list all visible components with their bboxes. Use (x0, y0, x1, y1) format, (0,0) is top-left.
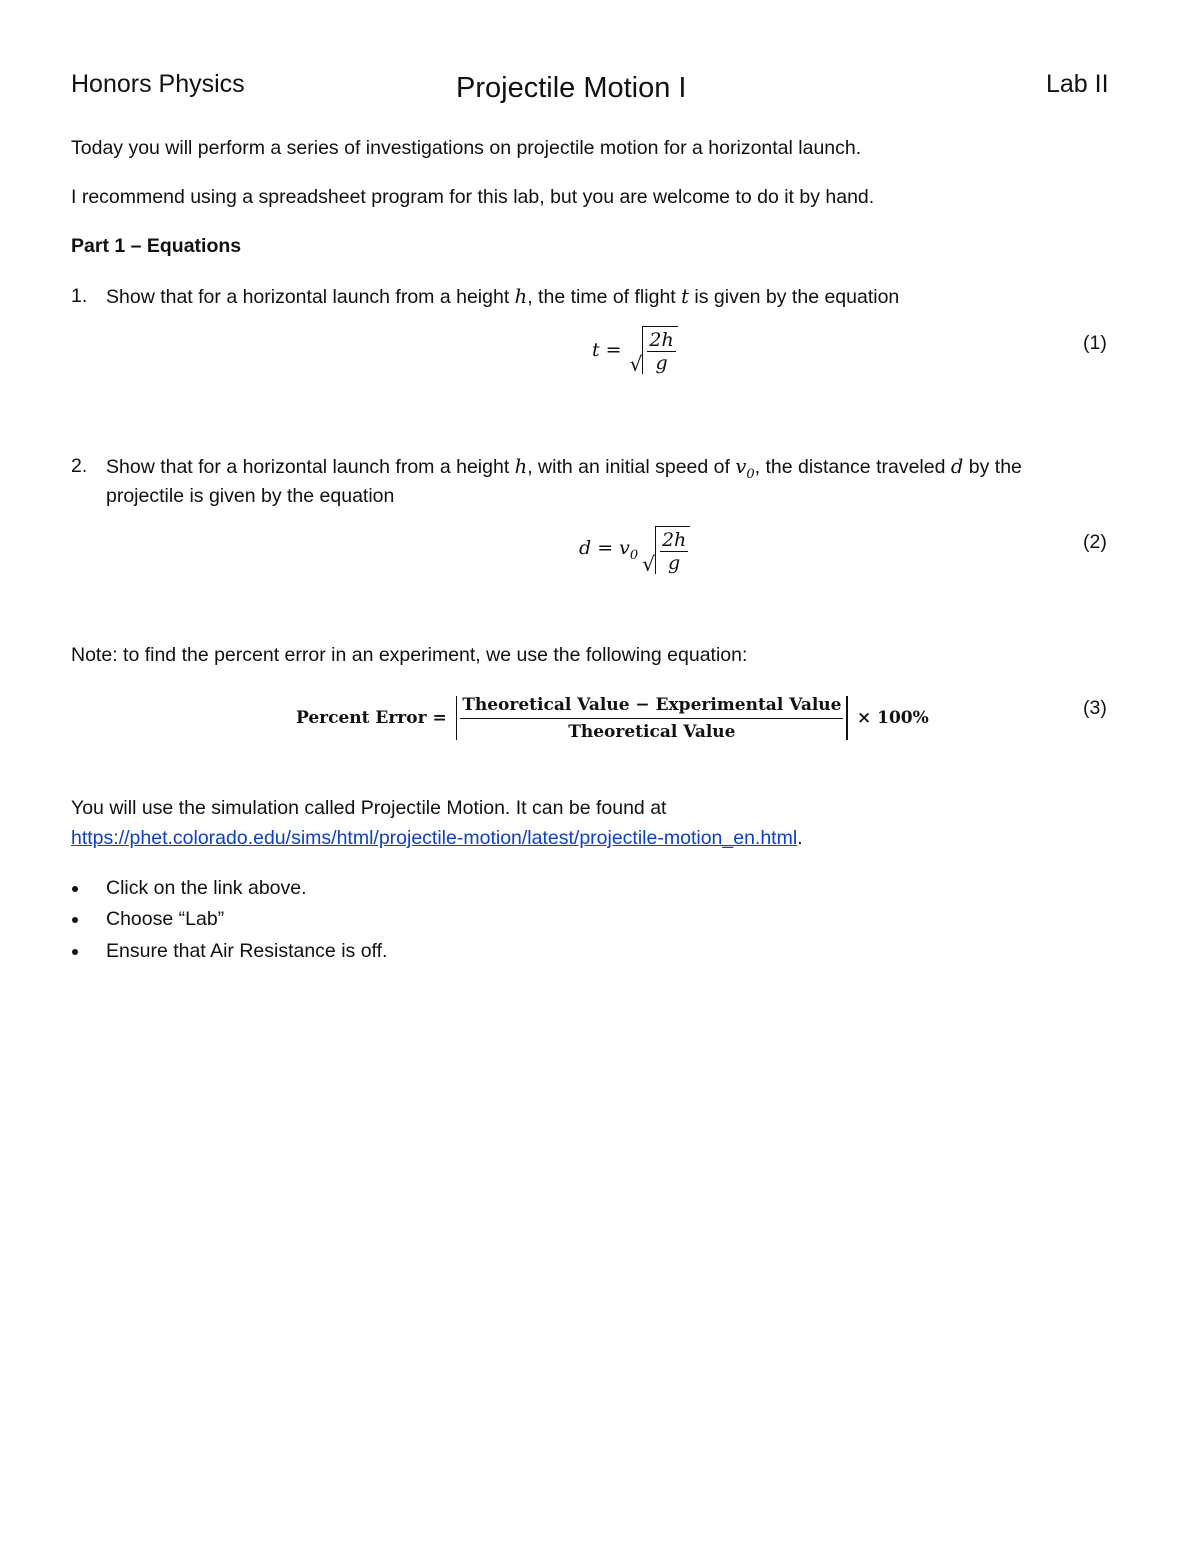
question-2-text (106, 455, 1022, 482)
bullet-icon (72, 886, 78, 892)
simulation-text: You will use the simulation called Projectile Motion. It can be found at (71, 797, 667, 819)
eq1-fraction (647, 329, 675, 374)
radical-icon: √ (629, 352, 643, 376)
q2-var-h: h (514, 455, 528, 478)
eq2-lhs (579, 537, 638, 563)
q1-text-c: is given by the equation (688, 286, 900, 308)
abs-bar-right (846, 696, 848, 740)
q1-text-b: , the time of flight (527, 286, 682, 308)
eq1-lhs: t = (592, 339, 622, 361)
simulation-link[interactable]: https://phet.colorado.edu/sims/html/projectile-motion/latest/projectile-motion_en.html (71, 827, 798, 849)
eq2-lhs-sub: 0 (629, 547, 639, 563)
bullet-icon (72, 917, 78, 923)
q2-var-d: d (950, 455, 964, 478)
lab-number: Lab II (1046, 70, 1109, 98)
eq2-denominator: g (668, 552, 681, 574)
equation-3 (296, 690, 929, 746)
question-2-line-2: projectile is given by the equation (106, 485, 395, 507)
document-title: Projectile Motion I (456, 72, 687, 104)
question-1-number: 1. (71, 285, 88, 307)
q2-text-a: Show that for a horizontal launch from a height (106, 456, 515, 478)
eq2-sqrt (642, 526, 690, 574)
equation-3-label: (3) (1083, 697, 1107, 719)
eq2-fraction (660, 529, 688, 574)
eq1-numerator: 2h (649, 329, 674, 351)
eq2-lhs-text: d = v (579, 537, 630, 560)
part1-heading: Part 1 – Equations (71, 235, 242, 257)
eq1-denominator: g (655, 352, 668, 374)
q2-text-c: , the distance traveled (754, 456, 951, 478)
q2-var-v: v (735, 455, 747, 478)
bullet-icon (72, 949, 78, 955)
intro-line-2: I recommend using a spreadsheet program for this lab, but you are welcome to do it by hand. (71, 186, 875, 208)
equation-1 (592, 318, 678, 382)
bullet-item-3: Ensure that Air Resistance is off. (106, 940, 388, 962)
q2-text-d: by the (963, 456, 1022, 478)
eq3-lhs: Percent Error = (296, 708, 447, 728)
abs-bar-left (456, 696, 458, 740)
q1-text-a: Show that for a horizontal launch from a height (106, 286, 515, 308)
equation-2-label: (2) (1083, 531, 1107, 553)
simulation-link-line (71, 827, 803, 850)
bullet-item-2: Choose “Lab” (106, 908, 225, 930)
equation-2 (579, 518, 690, 582)
q2-text-b: , with an initial speed of (527, 456, 736, 478)
eq3-rhs: × 100% (856, 708, 929, 728)
question-2-number: 2. (71, 455, 88, 477)
eq2-numerator: 2h (661, 529, 687, 551)
note-text: Note: to find the percent error in an experiment, we use the following equation: (71, 644, 748, 666)
radical-icon: √ (642, 552, 655, 576)
link-suffix: . (797, 827, 803, 849)
q1-var-t: t (681, 285, 689, 308)
course-name: Honors Physics (71, 70, 245, 98)
bullet-item-1: Click on the link above. (106, 877, 307, 899)
equation-1-label: (1) (1083, 332, 1107, 354)
q2-var-v-sub: 0 (746, 466, 755, 482)
question-1-text (106, 285, 899, 309)
eq3-fraction (460, 695, 843, 742)
eq1-sqrt (630, 326, 678, 374)
eq3-numerator: Theoretical Value − Experimental Value (460, 695, 843, 719)
intro-line-1: Today you will perform a series of investigations on projectile motion for a horizontal launch. (71, 137, 862, 159)
eq3-denominator: Theoretical Value (568, 721, 736, 742)
q1-var-h: h (514, 285, 528, 308)
